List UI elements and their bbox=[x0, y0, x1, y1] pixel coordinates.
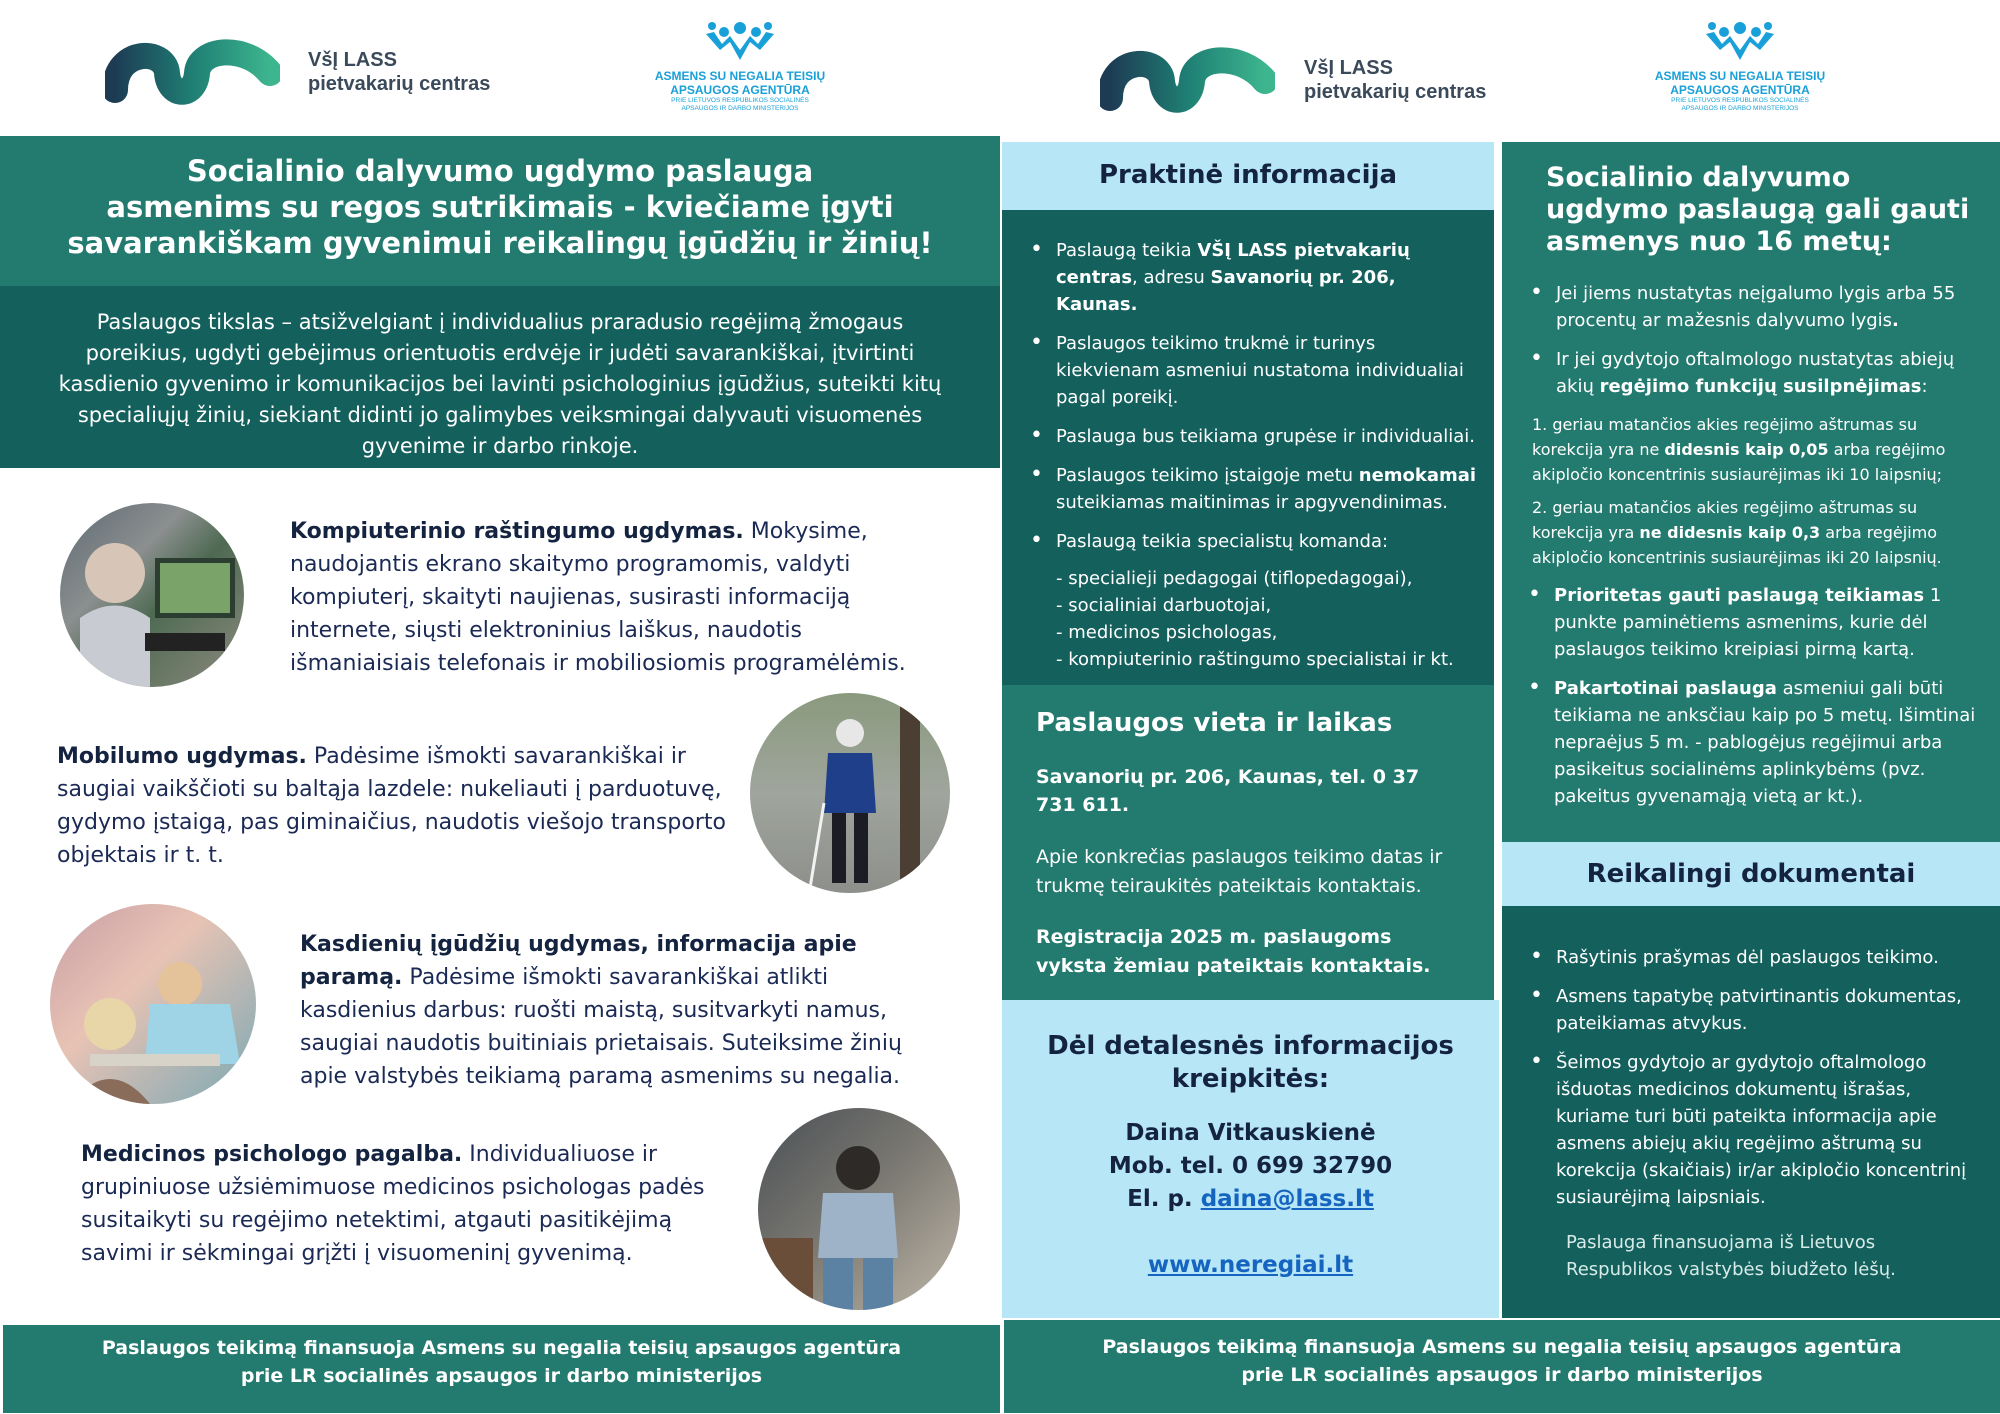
lass-logo-right bbox=[1100, 36, 1275, 121]
website-link[interactable]: www.neregiai.lt bbox=[1147, 1252, 1354, 1278]
place-panel bbox=[1002, 685, 1494, 1000]
contact-panel bbox=[1002, 1000, 1499, 1318]
left-footer-line1: Paslaugos teikimą finansuoja Asmens su negalia teisių apsaugos agentūra bbox=[101, 1337, 902, 1359]
doc-item-2: • Asmens tapatybę patvirtinantis dokumentas, pateikiamas atvykus. bbox=[1526, 983, 1972, 1037]
left-title-line2: asmenims su regos sutrikimais - kviečiame įgyti bbox=[106, 190, 894, 224]
agency-name-line3: PRIE LIETUVOS RESPUBLIKOS SOCIALINĖS bbox=[671, 97, 809, 104]
mobility-photo bbox=[750, 693, 950, 893]
people-icon bbox=[1640, 20, 1840, 65]
agency-right-line2: APSAUGOS AGENTŪRA bbox=[1670, 83, 1810, 97]
eligibility-panel bbox=[1502, 142, 2000, 842]
service-psychologist bbox=[81, 1138, 721, 1270]
service-computer bbox=[290, 515, 930, 680]
purpose-text: Paslaugos tikslas – atsižvelgiant į individualius praradusio regėjimą žmogaus poreikius, ugdyti gebėjimus orientuotis erdvėje ir judėti savarankiškai, įtvirtinti kasdienio gyvenimo ir komunikacijos bei lavinti psichologinius įgūdžius, suteikti kitų specialiųjų žinių, siekiant didinti jo galimybes veiksmingai dalyvauti visuomenės gyvenime ir darbo rinkoje. bbox=[58, 310, 942, 458]
service-mobility-text: Padėsime išmokti savarankiškai ir saugiai vaikščioti su baltąja lazdele: nukeliauti į parduotuvę, gydymo įstaigą, pas giminaičius, naudotis viešojo transporto objektais ir t. t. bbox=[57, 744, 726, 868]
sub-criterion-1: 1. geriau matančios akies regėjimo aštrumas su korekcija yra ne didesnis kaip 0,05 arba regėjimo akipločio koncentrinis susiaurėjimas iki 10 laipsnių; bbox=[1532, 415, 1946, 484]
agency-name-line4: APSAUGOS IR DARBO MINISTERIJOS bbox=[681, 105, 799, 112]
left-footer-line2: prie LR socialinės apsaugos ir darbo ministerijos bbox=[240, 1365, 763, 1387]
docs-title: Reikalingi dokumentai bbox=[1586, 859, 1916, 889]
practical-item-4: • Paslaugos teikimo įstaigoje metu nemokamai suteikiamas maitinimas ir apgyvendinimas. bbox=[1026, 462, 1480, 516]
contact-email-link[interactable]: daina@lass.lt bbox=[1200, 1186, 1374, 1212]
agency-logo bbox=[640, 20, 840, 120]
practical-item-3: • Paslauga bus teikiama grupėse ir individualiai. bbox=[1026, 423, 1480, 450]
service-mobility bbox=[57, 740, 727, 872]
team-item-1: - specialieji pedagogai (tiflopedagogai), bbox=[1056, 568, 1413, 589]
practical-item-2: • Paslaugos teikimo trukmė ir turinys kiekvienam asmeniui nustatoma individualiai pagal poreikį. bbox=[1026, 330, 1480, 411]
org-name-right bbox=[1304, 56, 1486, 104]
service-computer-text: Mokysime, naudojantis ekrano skaitymo programomis, valdyti kompiuterį, skaityti naujienas, susirasti informaciją internete, siųsti elektroninius laiškus, naudotis išmaniaisiais telefonais ir mobiliosiomis programėlėmis. bbox=[290, 519, 906, 676]
service-mobility-heading: Mobilumo ugdymas. bbox=[57, 744, 307, 769]
contact-phone: Mob. tel. 0 699 32790 bbox=[1108, 1153, 1393, 1179]
purpose-band bbox=[0, 286, 1000, 468]
place-dates: Apie konkrečias paslaugos teikimo datas ir trukmę teiraukitės pateiktais kontaktais. bbox=[1036, 846, 1443, 897]
team-item-4: - kompiuterinio raštingumo specialistai ir kt. bbox=[1056, 649, 1454, 670]
practical-title: Praktinė informacija bbox=[1098, 160, 1398, 190]
docs-list bbox=[1502, 906, 2000, 1211]
left-title bbox=[0, 136, 1000, 261]
agency-right-line3: PRIE LIETUVOS RESPUBLIKOS SOCIALINĖS bbox=[1671, 97, 1809, 104]
contact-title-line1: Dėl detalesnės informacijos bbox=[1047, 1031, 1454, 1061]
docs-header bbox=[1502, 842, 2000, 906]
left-title-line3: savarankiškam gyvenimui reikalingų įgūdžių ir žinių! bbox=[67, 226, 933, 260]
contact-email-label: El. p. bbox=[1127, 1186, 1201, 1212]
practical-panel bbox=[1002, 210, 1494, 685]
contact-email-row bbox=[1002, 1183, 1499, 1216]
team-item-2: - socialiniai darbuotojai, bbox=[1056, 595, 1272, 616]
org-name-right-line1: VšĮ LASS bbox=[1304, 57, 1393, 79]
practical-header bbox=[1002, 142, 1494, 210]
service-psychologist-heading: Medicinos psichologo pagalba. bbox=[81, 1142, 463, 1167]
sub-criteria bbox=[1502, 412, 2000, 570]
service-daily-heading: Kasdienių įgūdžių ugdymas, informacija apie paramą. bbox=[300, 932, 857, 990]
left-title-band bbox=[0, 136, 1000, 286]
priority-item: • Prioritetas gauti paslaugą teikiamas 1 punkte paminėtiems asmenims, kurie dėl paslaugos teikimo kreipiasi pirmą kartą. bbox=[1524, 582, 1980, 663]
place-registration: Registracija 2025 m. paslaugoms vyksta žemiau pateiktais kontaktais. bbox=[1036, 926, 1431, 977]
org-name bbox=[308, 48, 490, 96]
doc-item-1: • Rašytinis prašymas dėl paslaugos teikimo. bbox=[1526, 944, 1972, 971]
practical-item-1: • Paslaugą teikia VŠĮ LASS pietvakarių centras, adresu Savanorių pr. 206, Kaunas. bbox=[1026, 237, 1480, 318]
criterion-1: • Jei jiems nustatytas neįgalumo lygis arba 55 procentų ar mažesnis dalyvumo lygis. bbox=[1526, 280, 1984, 334]
docs-panel bbox=[1502, 906, 2000, 1318]
agency-name-line1: ASMENS SU NEGALIA TEISIŲ bbox=[654, 69, 826, 83]
priority-list bbox=[1502, 570, 2000, 810]
psychologist-photo bbox=[758, 1108, 960, 1310]
team-item-3: - medicinos psichologas, bbox=[1056, 622, 1278, 643]
right-footer bbox=[1004, 1320, 2000, 1413]
left-title-line1: Socialinio dalyvumo ugdymo paslauga bbox=[186, 154, 814, 188]
right-footer-line2: prie LR socialinės apsaugos ir darbo ministerijos bbox=[1241, 1364, 1763, 1386]
service-computer-heading: Kompiuterinio raštingumo ugdymas. bbox=[290, 519, 744, 544]
right-footer-line1: Paslaugos teikimą finansuoja Asmens su negalia teisių apsaugos agentūra bbox=[1102, 1336, 1902, 1358]
agency-logo-right bbox=[1640, 20, 1840, 120]
contact-title-line2: kreipkitės: bbox=[1171, 1064, 1330, 1094]
practical-list bbox=[1002, 210, 1494, 555]
eligibility-title: Socialinio dalyvumo ugdymo paslaugą gali gauti asmenys nuo 16 metų: bbox=[1546, 162, 1970, 257]
people-icon bbox=[640, 20, 840, 65]
org-name-line1: VšĮ LASS bbox=[308, 49, 397, 71]
agency-right-line4: APSAUGOS IR DARBO MINISTERIJOS bbox=[1681, 105, 1799, 112]
place-address: Savanorių pr. 206, Kaunas, tel. 0 37 731 611. bbox=[1036, 766, 1420, 816]
daily-skills-photo bbox=[50, 904, 256, 1104]
agency-right-line1: ASMENS SU NEGALIA TEISIŲ bbox=[1654, 69, 1826, 83]
org-name-line2: pietvakarių centras bbox=[308, 73, 491, 95]
practical-item-5: • Paslaugą teikia specialistų komanda: bbox=[1026, 528, 1480, 555]
service-daily bbox=[300, 928, 940, 1093]
agency-name-line2: APSAUGOS AGENTŪRA bbox=[670, 83, 810, 97]
contact-name: Daina Vitkauskienė bbox=[1125, 1120, 1376, 1146]
lass-logo bbox=[105, 28, 280, 113]
org-name-right-line2: pietvakarių centras bbox=[1304, 81, 1487, 103]
repeat-item: • Pakartotinai paslauga asmeniui gali būti teikiama ne anksčiau kaip po 5 metų. Išimtinai nepraėjus 5 m. - pablogėjus regėjimui arba pasikeitus socialinėms aplinkybėms (pvz. pakeitus gyvenamąją vietą ar kt.). bbox=[1524, 675, 1980, 810]
team-list bbox=[1002, 565, 1494, 673]
left-footer bbox=[3, 1325, 1000, 1413]
computer-photo bbox=[60, 503, 244, 687]
eligibility-list bbox=[1502, 258, 2000, 400]
criterion-2: • Ir jei gydytojo oftalmologo nustatytas abiejų akių regėjimo funkcijų susilpnėjimas: bbox=[1526, 346, 1984, 400]
sub-criterion-2: 2. geriau matančios akies regėjimo aštrumas su korekcija yra ne didesnis kaip 0,3 arba regėjimo akipločio koncentrinis susiaurėjimas iki 20 laipsnių. bbox=[1532, 498, 1942, 567]
service-psychologist-text: Individualiuose ir grupiniuose užsiėmimuose medicinos psichologas padės susitaikyti su regėjimo netektimi, atgauti pasitikėjimą savimi ir sėkmingai grįžti į visuomeninį gyvenimą. bbox=[81, 1142, 705, 1266]
place-title: Paslaugos vieta ir laikas bbox=[1036, 708, 1393, 738]
service-daily-text: Padėsime išmokti savarankiškai atlikti kasdienius darbus: ruošti maistą, susitvarkyti namus, saugiai naudotis buitiniais prietaisais. Suteiksime žinių apie valstybės teikiamą paramą asmenims su negalia. bbox=[300, 965, 902, 1089]
funding-note: Paslauga finansuojama iš Lietuvos Respublikos valstybės biudžeto lėšų. bbox=[1566, 1232, 1896, 1280]
doc-item-3: • Šeimos gydytojo ar gydytojo oftalmologo išduotas medicinos dokumentų išrašas, kuriame turi būti pateikta informacija apie asmens abiejų akių regėjimo aštrumą su korekcija (skaičiais) ir/ar akipločio koncentrinį susiaurėjimą laipsniais. bbox=[1526, 1049, 1972, 1211]
